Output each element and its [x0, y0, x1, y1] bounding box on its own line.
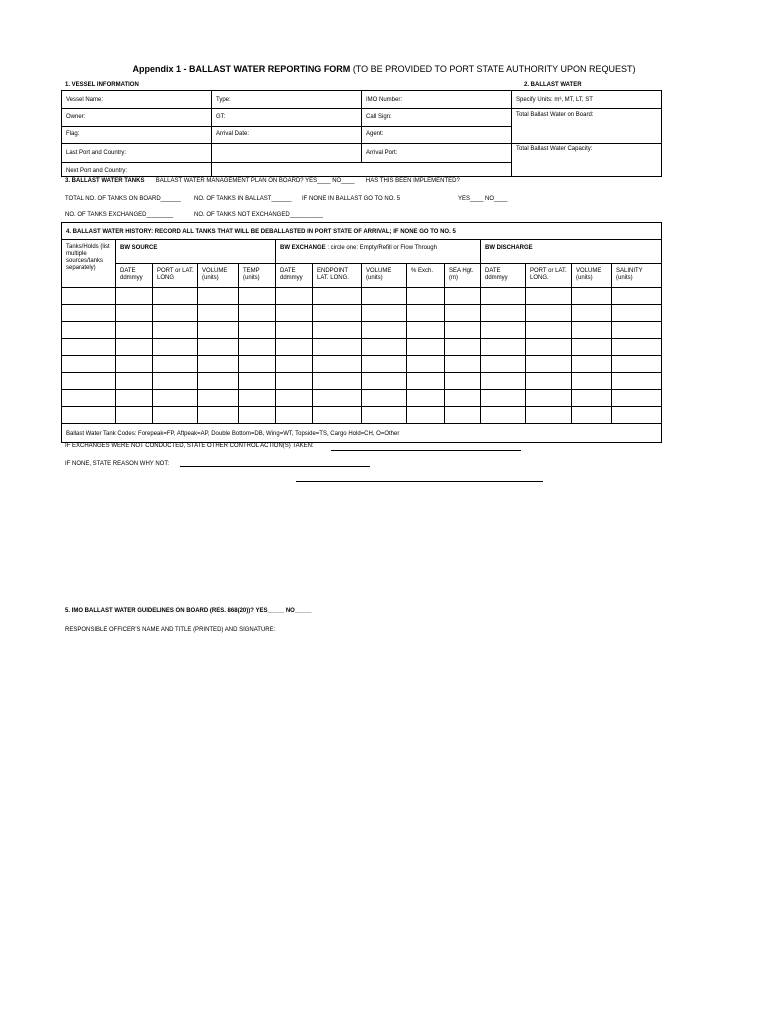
tank-codes-note: Ballast Water Tank Codes: Forepeak=FP, Aftpeak=AP, Double Bottom=DB, Wing=WT, Topside=TS, Cargo Hold=CH, O=Other: [66, 431, 400, 437]
ballast-water-heading: 2. BALLAST WATER: [524, 82, 582, 88]
tanks-in-ballast-field[interactable]: NO. OF TANKS IN BALLAST______: [194, 196, 292, 202]
col-source-date: DATE ddmmyy: [120, 268, 143, 281]
total-tanks-field[interactable]: TOTAL NO. OF TANKS ON BOARD______: [65, 196, 181, 202]
tanks-holds-header: Tanks/Holds (list multiple sources/tanks separately): [66, 244, 110, 271]
control-action-line[interactable]: [331, 450, 521, 451]
col-exchange-sea-height: SEA Hgt. (m): [449, 268, 474, 281]
type-field[interactable]: Type:: [216, 97, 231, 103]
reason-line-2[interactable]: [296, 481, 543, 482]
tanks-exchanged-field[interactable]: NO. OF TANKS EXCHANGED________: [65, 212, 174, 218]
agent-field[interactable]: Agent:: [366, 131, 384, 137]
gt-field[interactable]: GT:: [216, 114, 226, 120]
col-exchange-percent: % Exch.: [411, 268, 434, 274]
vessel-name-field[interactable]: Vessel Name:: [66, 97, 104, 103]
tanks-not-exchanged-field[interactable]: NO. OF TANKS NOT EXCHANGED__________: [194, 212, 324, 218]
vessel-info-heading: 1. VESSEL INFORMATION: [65, 82, 139, 88]
imo-number-field[interactable]: IMO Number:: [366, 97, 403, 103]
not-conducted-label: IF EXCHANGES WERE NOT CONDUCTED, STATE OTHER CONTROL ACTION(S) TAKEN:: [65, 443, 314, 449]
col-exchange-volume: VOLUME (units): [366, 268, 392, 281]
col-discharge-port: PORT or LAT. LONG.: [530, 268, 567, 281]
title-prefix: Appendix 1 -: [132, 64, 189, 74]
arrival-date-field[interactable]: Arrival Date:: [216, 131, 250, 137]
title-suffix: (TO BE PROVIDED TO PORT STATE AUTHORITY UPON REQUEST): [350, 64, 636, 74]
total-on-board-field[interactable]: Total Ballast Water on Board:: [516, 112, 594, 118]
bw-exchange-note: : circle one: Empty/Refill or Flow Through: [325, 245, 437, 251]
col-source-volume: VOLUME (units): [202, 268, 228, 281]
col-exchange-date: DATE ddmmyy: [280, 268, 303, 281]
col-discharge-salinity: SALINITY (units): [616, 268, 643, 281]
total-capacity-field[interactable]: Total Ballast Water Capacity:: [516, 146, 593, 152]
form-title: [0, 64, 768, 74]
call-sign-field[interactable]: Call Sign:: [366, 114, 392, 120]
plan-question: BALLAST WATER MANAGEMENT PLAN ON BOARD? YES____ NO____: [155, 178, 355, 184]
bw-source-header: BW SOURCE: [120, 245, 158, 251]
reason-line[interactable]: [180, 466, 370, 467]
title-main: BALLAST WATER REPORTING FORM: [188, 64, 351, 74]
yes-no-field[interactable]: YES____ NO____: [458, 196, 508, 202]
col-discharge-date: DATE ddmmyy: [485, 268, 508, 281]
units-field[interactable]: Specify Units: m³, MT, LT, ST: [516, 97, 593, 103]
bw-exchange-header: [280, 245, 437, 252]
reason-why-not-label: IF NONE, STATE REASON WHY NOT:: [65, 461, 170, 467]
officer-signature-label[interactable]: RESPONSIBLE OFFICER'S NAME AND TITLE (PRINTED) AND SIGNATURE:: [65, 627, 276, 633]
history-heading: 4. BALLAST WATER HISTORY: RECORD ALL TANKS THAT WILL BE DEBALLASTED IN PORT STATE OF ARRIVAL; IF NONE GO TO NO. 5: [66, 229, 456, 235]
bw-discharge-header: BW DISCHARGE: [485, 245, 533, 251]
implemented-question: HAS THIS BEEN IMPLEMENTED?: [365, 178, 460, 184]
if-none-note: IF NONE IN BALLAST GO TO NO. 5: [302, 196, 401, 202]
col-discharge-volume: VOLUME (units): [576, 268, 602, 281]
last-port-field[interactable]: Last Port and Country:: [66, 150, 127, 156]
col-source-port: PORT or LAT. LONG: [157, 268, 194, 281]
col-source-temp: TEMP (units): [243, 268, 260, 281]
flag-field[interactable]: Flag:: [66, 131, 80, 137]
arrival-port-field[interactable]: Arrival Port:: [366, 150, 398, 156]
col-exchange-endpoint: ENDPOINT LAT. LONG.: [317, 268, 349, 281]
bw-exchange-label: BW EXCHANGE: [280, 245, 326, 251]
imo-guidelines-question[interactable]: 5. IMO BALLAST WATER GUIDELINES ON BOARD (RES. 868(20))? YES_____ NO_____: [65, 608, 312, 614]
tanks-heading: 3. BALLAST WATER TANKS: [65, 178, 145, 184]
tanks-section: [65, 178, 460, 184]
next-port-field[interactable]: Next Port and Country:: [66, 168, 128, 174]
owner-field[interactable]: Owner:: [66, 114, 86, 120]
